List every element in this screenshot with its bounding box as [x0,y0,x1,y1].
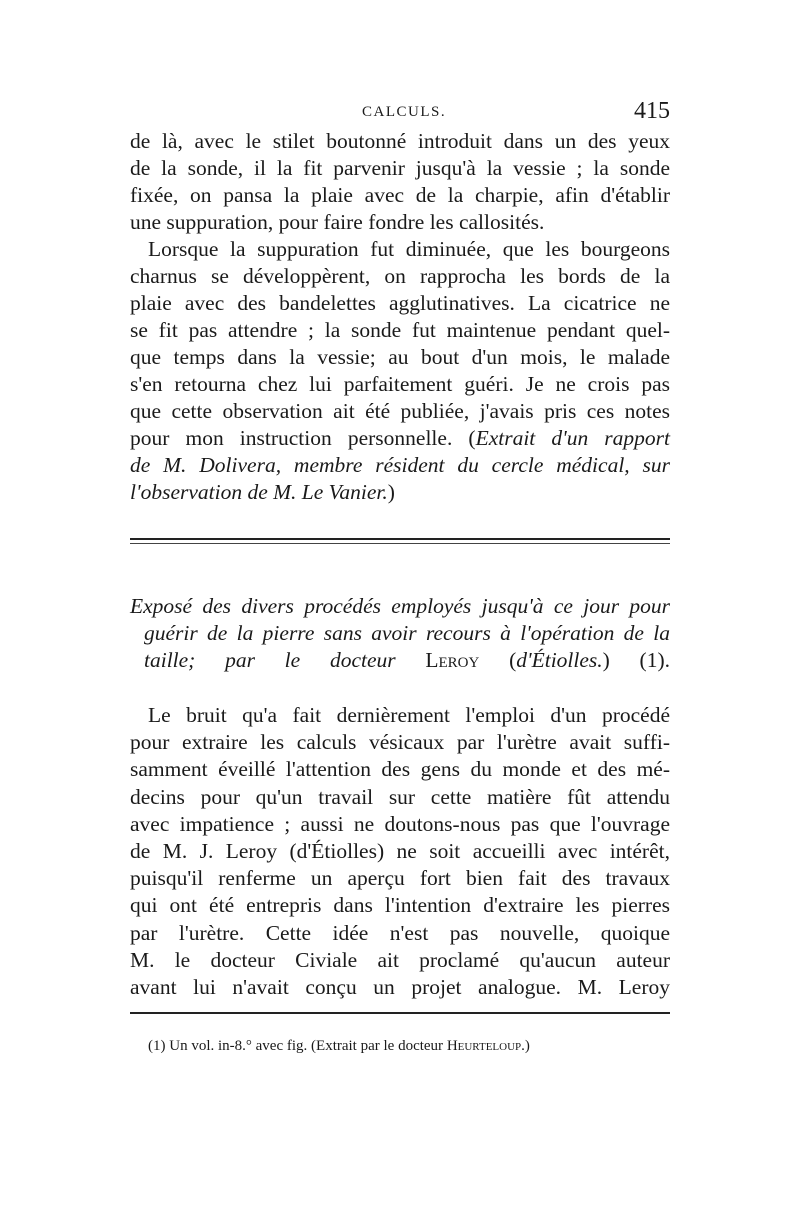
text-line: que temps dans la vessie; au bout d'un mois, le malade [130,345,670,369]
text-line: charnus se développèrent, on rapprocha les bords de la [130,264,670,288]
footnote [148,1038,530,1055]
text-line: une suppuration, pour faire fondre les callosités. [130,210,545,234]
citation: Extrait d'un rapport [475,426,670,450]
text-line-with-citation [130,425,670,452]
text-line: decins pour qu'un travail sur cette matière fût attendu [130,784,670,809]
page-number: 415 [634,98,670,124]
heading-line: Exposé des divers procédés employés jusqu'à ce jour pour [130,594,670,618]
heading-fragment: ( [479,648,517,672]
text-line: Le bruit qu'a fait dernièrement l'emploi d'un procédé [148,703,670,727]
text-line: qui ont été entrepris dans l'intention d'extraire les pierres [130,893,670,918]
text-line: de là, avec le stilet boutonné introduit dans un des yeux [130,129,670,153]
text-line: fixée, on pansa la plaie avec de la charpie, afin d'établir [130,183,670,207]
text-line: se fit pas attendre ; la sonde fut maintenue pendant quel- [130,318,670,342]
text-block-upper [130,128,670,506]
section-divider [130,538,670,544]
text-line: avec impatience ; aussi ne doutons-nous pas que l'ouvrage [130,811,670,836]
footnote-author: Heurteloup [446,1038,522,1054]
citation-line-last [130,479,670,506]
text-line: pour extraire les calculs vésicaux par l'urètre avait suffi- [130,730,670,755]
citation: l'observation de M. Le Vanier. [130,480,388,504]
page-header [130,98,670,128]
text-line: de M. J. Leroy (d'Étiolles) ne soit accueilli avec intérêt, [130,839,670,864]
heading-fragment: ) (1). [602,648,670,672]
running-title: CALCULS. [362,104,447,120]
citation-line: de M. Dolivera, membre résident du cercle médical, sur [130,453,670,477]
text-line: avant lui n'avait conçu un projet analogue. M. Leroy [130,975,670,1000]
footnote-text-end: .) [521,1038,530,1054]
author-place: d'Étiolles. [516,648,603,672]
text-line: samment éveillé l'attention des gens du monde et des mé- [130,757,670,782]
divider-line-thick [130,538,670,540]
text-line: plaie avec des bandelettes agglutinatives. La cicatrice ne [130,291,670,315]
author-name: Leroy [425,648,480,672]
close-paren: ) [387,480,395,504]
text-fragment: pour mon instruction personnelle. ( [130,426,476,450]
text-line: que cette observation ait été publiée, j'avais pris ces notes [130,399,670,423]
text-line: Lorsque la suppuration fut diminuée, que les bourgeons [148,237,670,261]
footnote-rule [130,1012,670,1014]
article-heading [130,593,670,674]
text-line: puisqu'il renferme un aperçu fort bien fait des travaux [130,866,670,891]
text-block-lower [130,702,670,1001]
text-line: M. le docteur Civiale ait proclamé qu'aucun auteur [130,947,670,972]
footnote-text: (1) Un vol. in-8.° avec fig. (Extrait par le docteur [148,1038,447,1054]
text-line: par l'urètre. Cette idée n'est pas nouvelle, quoique [130,920,670,945]
divider-line-thin [130,543,670,544]
heading-fragment: taille; par le docteur [144,648,426,672]
text-line: de la sonde, il la fit parvenir jusqu'à la vessie ; la sonde [130,156,670,180]
heading-line [130,647,670,674]
text-line: s'en retourna chez lui parfaitement guéri. Je ne crois pas [130,372,670,396]
heading-line: guérir de la pierre sans avoir recours à l'opération de la [144,621,670,645]
